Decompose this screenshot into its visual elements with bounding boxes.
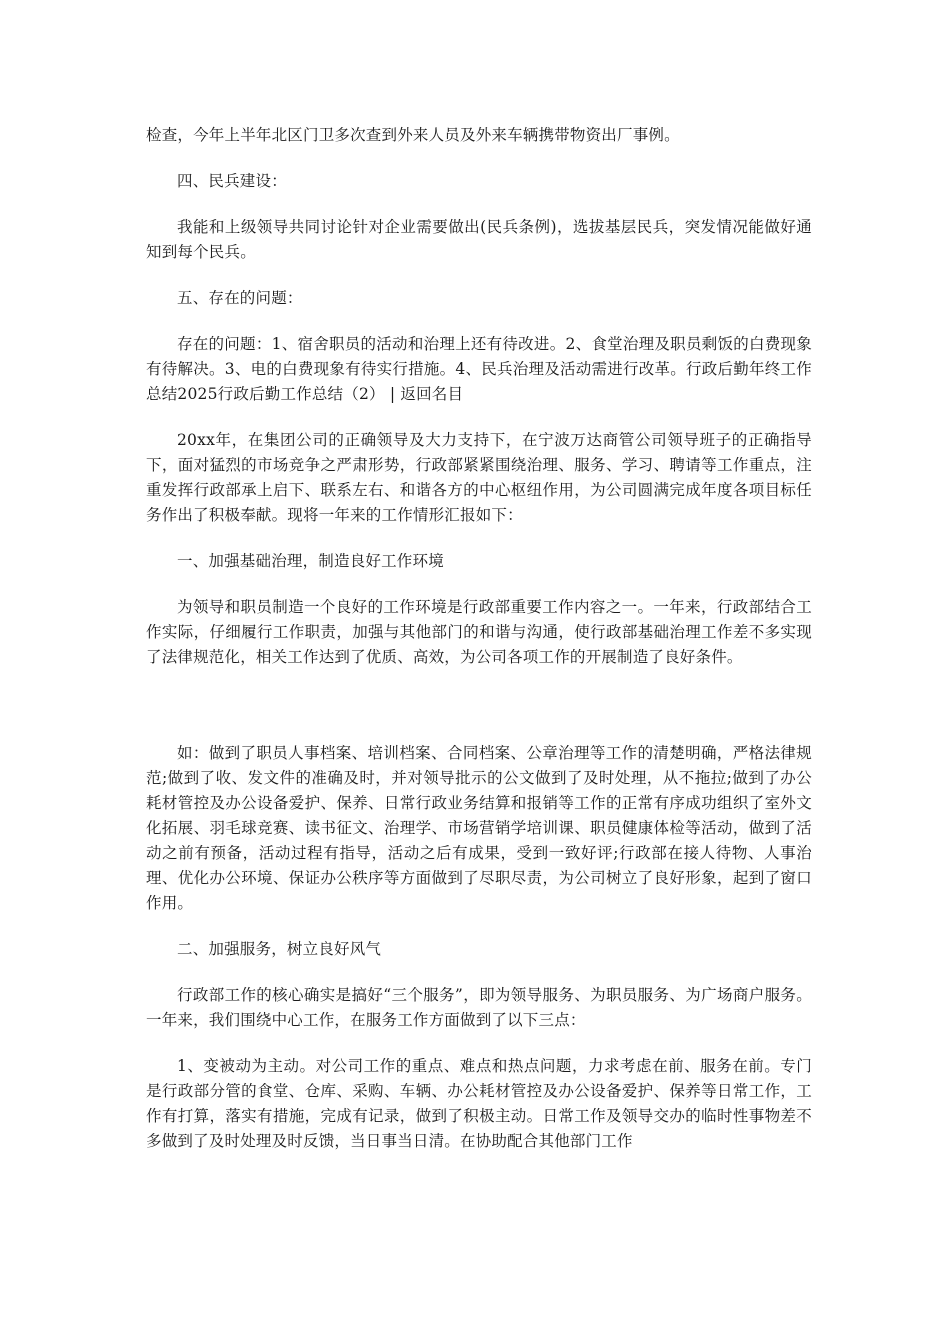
section-heading-service: 二、加强服务，树立良好风气 bbox=[177, 940, 382, 958]
paragraph-continuation: 检查，今年上半年北区门卫多次查到外来人员及外来车辆携带物资出厂事例。 bbox=[146, 126, 680, 144]
paragraph-examples: 如：做到了职员人事档案、培训档案、合同档案、公章治理等工作的清楚明确，严格法律规范;做到了收、发文件的准确及时，并对领导批示的公文做到了及时处理，从不拖拉;做到了办公耗材管控及办公设备爱护、保养、日常行政业务结算和报销等工作的正常有序成功组织了室外文化拓展、羽毛球竞赛、读书征文、治理学、市场营销学培训课、职员健康体检等活动，做到了活动之前有预备，活动过程有指导，活动之后有成果，受到一致好评;行政部在接人待物、人事治理、优化办公环境、保证办公秩序等方面做到了尽职尽责，为公司树立了良好形象，起到了窗口作用。 bbox=[146, 744, 812, 912]
paragraph-militia: 我能和上级领导共同讨论针对企业需要做出(民兵条例)，选拔基层民兵，突发情况能做好通知到每个民兵。 bbox=[146, 218, 812, 261]
paragraph-proactive: 1、变被动为主动。对公司工作的重点、难点和热点问题，力求考虑在前、服务在前。专门是行政部分管的食堂、仓库、采购、车辆、办公耗材管控及办公设备爱护、保养等日常工作，工作有打算，落实有措施，完成有记录，做到了积极主动。日常工作及领导交办的临时性事物差不多做到了及时处理及时反馈，当日事当日清。在协助配合其他部门工作 bbox=[146, 1057, 812, 1150]
paragraph-problems: 存在的问题：1、宿舍职员的活动和治理上还有待改进。2、食堂治理及职员剩饭的白费现象有待解决。3、电的白费现象有待实行措施。4、民兵治理及活动需进行改革。行政后勤年终工作总结2025行政后勤工作总结（2） | 返回名目 bbox=[146, 335, 812, 403]
paragraph-service: 行政部工作的核心确实是搞好“三个服务”，即为领导服务、为职员服务、为广场商户服务。一年来，我们围绕中心工作，在服务工作方面做到了以下三点： bbox=[146, 986, 812, 1029]
section-heading-problems: 五、存在的问题： bbox=[177, 289, 303, 307]
paragraph-management: 为领导和职员制造一个良好的工作环境是行政部重要工作内容之一。一年来，行政部结合工作实际，仔细履行工作职责，加强与其他部门的和谐与沟通，使行政部基础治理工作差不多实现了法律规范化，相关工作达到了优质、高效，为公司各项工作的开展制造了良好条件。 bbox=[146, 598, 812, 666]
paragraph-intro: 20xx年，在集团公司的正确领导及大力支持下，在宁波万达商管公司领导班子的正确指导下，面对猛烈的市场竞争之严肃形势，行政部紧紧围绕治理、服务、学习、聘请等工作重点，注重发挥行政部承上启下、联系左右、和谐各方的中心枢纽作用，为公司圆满完成年度各项目标任务作出了积极奉献。现将一年来的工作情形汇报如下： bbox=[146, 431, 812, 524]
document-page bbox=[146, 123, 812, 1154]
section-heading-management: 一、加强基础治理，制造良好工作环境 bbox=[177, 552, 444, 570]
section-heading-militia: 四、民兵建设： bbox=[177, 172, 287, 190]
